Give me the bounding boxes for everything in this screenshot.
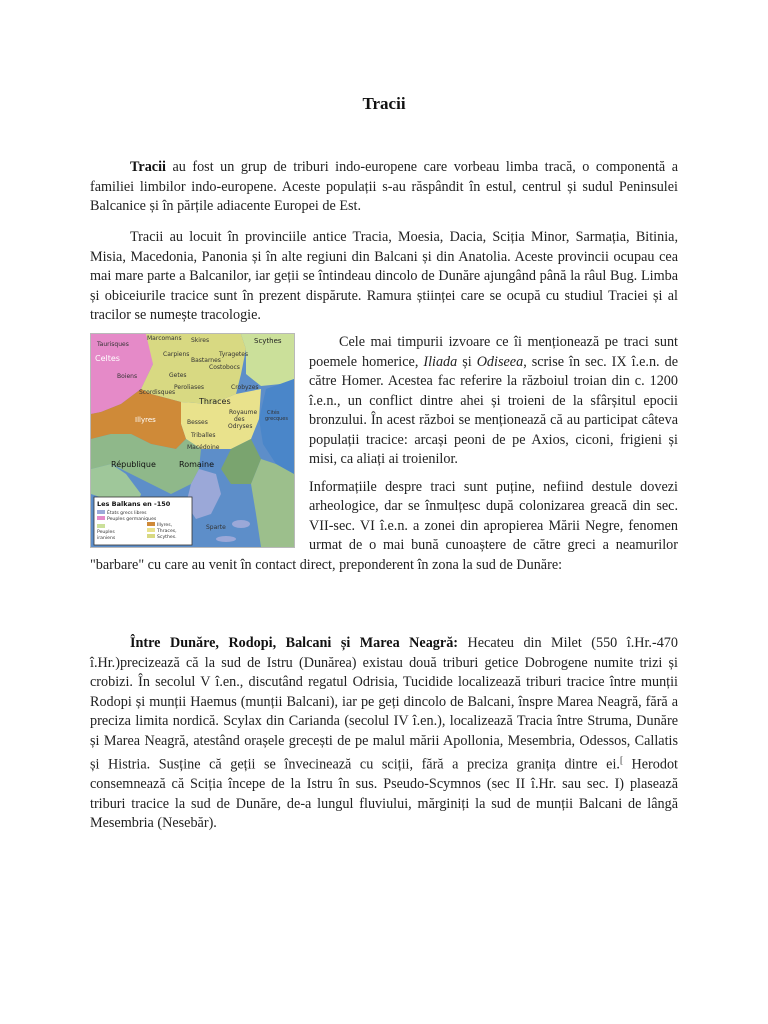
page-title: Tracii [362, 94, 406, 113]
regions-paragraph [90, 634, 678, 834]
map-legend-iranian: iraniens [97, 536, 116, 541]
map-label-macedoine: Macédoine [187, 444, 220, 451]
map-label-marcomans: Marcomans [147, 335, 182, 342]
map-label-scordisques: Scordisques [139, 389, 176, 396]
map-legend-title: Les Balkans en -150 [97, 500, 171, 508]
map-label-scythes: Scythes [254, 337, 282, 345]
map-label-bastarnes: Bastarnes [191, 357, 221, 364]
map-label-cites: Cités [267, 410, 280, 416]
map-label-odryses: Odryses [228, 423, 253, 430]
homer-text-and: și [457, 353, 477, 370]
regions-text-a: Hecateu din Milet (550 î.Hr.-470 î.Hr.)precizează că la sud de Istru (Dunărea) existau două triburi getice Dobrogene numite trizi și crobizi. În secolul V î.en., discutând regatul Odrisia, Tucidide localizează triburi tracice între munții Rodopi și munții Haemus (munții Balcani), iar pe geți dincolo de Balcani, înspre Marea Neagră, fără a preciza limita nordică. Scylax din Carianda (secolul IV î.en.), localizează Tracia între Struma, Dunăre și Marea Neagră, atestând orașele grecești de pe malul mării Apollonia, Mesembria, Odessos, Callatis și Histria. Susține că geții se învecinează cu sciții, fără a preciza granița dintre ei. [90, 635, 678, 773]
map-legend-thraces: Thraces, [157, 529, 177, 534]
map-label-tyragetes: Tyragetes [219, 351, 249, 358]
iliad-title: Iliada [423, 353, 458, 370]
map-label-taurisques: Taurisques [97, 341, 129, 348]
map-legend-illyres: Illyres, [157, 523, 173, 528]
map-label-besses: Besses [187, 419, 208, 426]
map-section [90, 333, 678, 575]
regions-lead: Între Dunăre, Rodopi, Balcani și Marea Neagră: [130, 635, 459, 651]
map-label-illyres: Illyres [135, 416, 156, 424]
homer-text-b: , scrise în sec. IX î.e.n. de către Homer. Acestea fac referire la războiul troian din c. 1200 î.e.n., un conflict dintre ahei și troieni de la sfârșitul epocii bronzului. În acest război se menționează că au participat câteva populații tracice: arcași peoni de pe Axios, ciconi, frigieni și misi, ca aliați ai troienilor. [309, 353, 678, 467]
balkans-map-image [90, 333, 295, 548]
map-label-costobocs: Costobocs [209, 364, 240, 371]
map-label-crobyzes: Crobyzes [231, 384, 259, 391]
map-legend-germanic: Peuples germaniques [107, 517, 157, 522]
odyssey-title: Odiseea [476, 353, 524, 370]
map-label-carpiens: Carpiens [163, 351, 190, 358]
map-label-peroliases: Peroliases [174, 384, 205, 391]
homer-text-a: Cele mai timpurii izvoare ce îi menționează pe traci sunt poemele homerice, [309, 334, 678, 370]
map-legend-scythes: Scythes. [157, 535, 177, 540]
provinces-text: Tracii au locuit în provinciile antice Tracia, Moesia, Dacia, Sciția Minor, Sarmația, Bitinia, Misia, Macedonia, Panonia și în alte regiuni din Balcani și din Anatolia. Aceste provincii ocupau cea mai mare parte a Balcanilor, iar geții se întindeau dincolo de Dunăre ajungând până la râul Bug. Limba și obiceiurile tracice sunt în prezent dispărute. Ramura științei care se ocupă cu studiul Traciei și al tracilor se numește tracologie. [90, 229, 678, 323]
regions-text-b: Herodot consemnează că Sciția începe de la Istru în sus. Pseudo-Scymnos (sec II î.Hr. sau sec. I) plasează triburi tracice la sud de Dunăre, de-a lungul fluviului, mărginiți la sud de munții Balcani de lângă Mesembria (Nesebăr). [90, 756, 678, 832]
map-label-grecques: grecques [265, 416, 288, 422]
intro-paragraph [90, 158, 678, 217]
map-label-thraces: Thraces [199, 397, 231, 406]
colonization-paragraph: Informațiile despre traci sunt puține, nefiind destule dovezi arheologice, dar se înmulțesc după colonizarea greacă din sec. VII-sec. VI î.e.n. a zonei din apropierea Mării Negre, fenomen urmat de o mai bună cunoaștere de către greci a neamurilor "barbare" cu care au venit în contact direct, preponderent în zona la sud de Dunăre: [90, 478, 678, 573]
map-label-republique: République [111, 460, 156, 469]
map-label-boiens: Boiens [117, 373, 138, 380]
map-label-triballes: Triballes [191, 432, 216, 439]
map-label-romaine: Romaine [179, 460, 215, 469]
map-label-sparte: Sparte [206, 524, 226, 531]
map-legend-peoples: Peuples [97, 530, 115, 535]
provinces-paragraph [90, 228, 678, 326]
citation-mark: [ [619, 755, 623, 765]
map-label-des: des [234, 416, 245, 423]
map-label-getes: Getes [169, 372, 187, 379]
map-legend-greek-states: États grecs libres [107, 511, 147, 516]
map-graphic [91, 334, 294, 547]
intro-lead: Tracii [130, 159, 166, 175]
map-label-celtes: Celtes [95, 354, 120, 363]
intro-text: au fost un grup de triburi indo-europene care vorbeau limba tracă, o componentă a familiei limbilor indo-europene. Aceste populații s-au răspândit în estul, centrul și sudul Peninsulei Balcanice și în părțile adiacente Europei de Est. [90, 159, 678, 214]
map-label-skires: Skires [191, 337, 210, 344]
map-label-royaume: Royaume [229, 409, 258, 416]
